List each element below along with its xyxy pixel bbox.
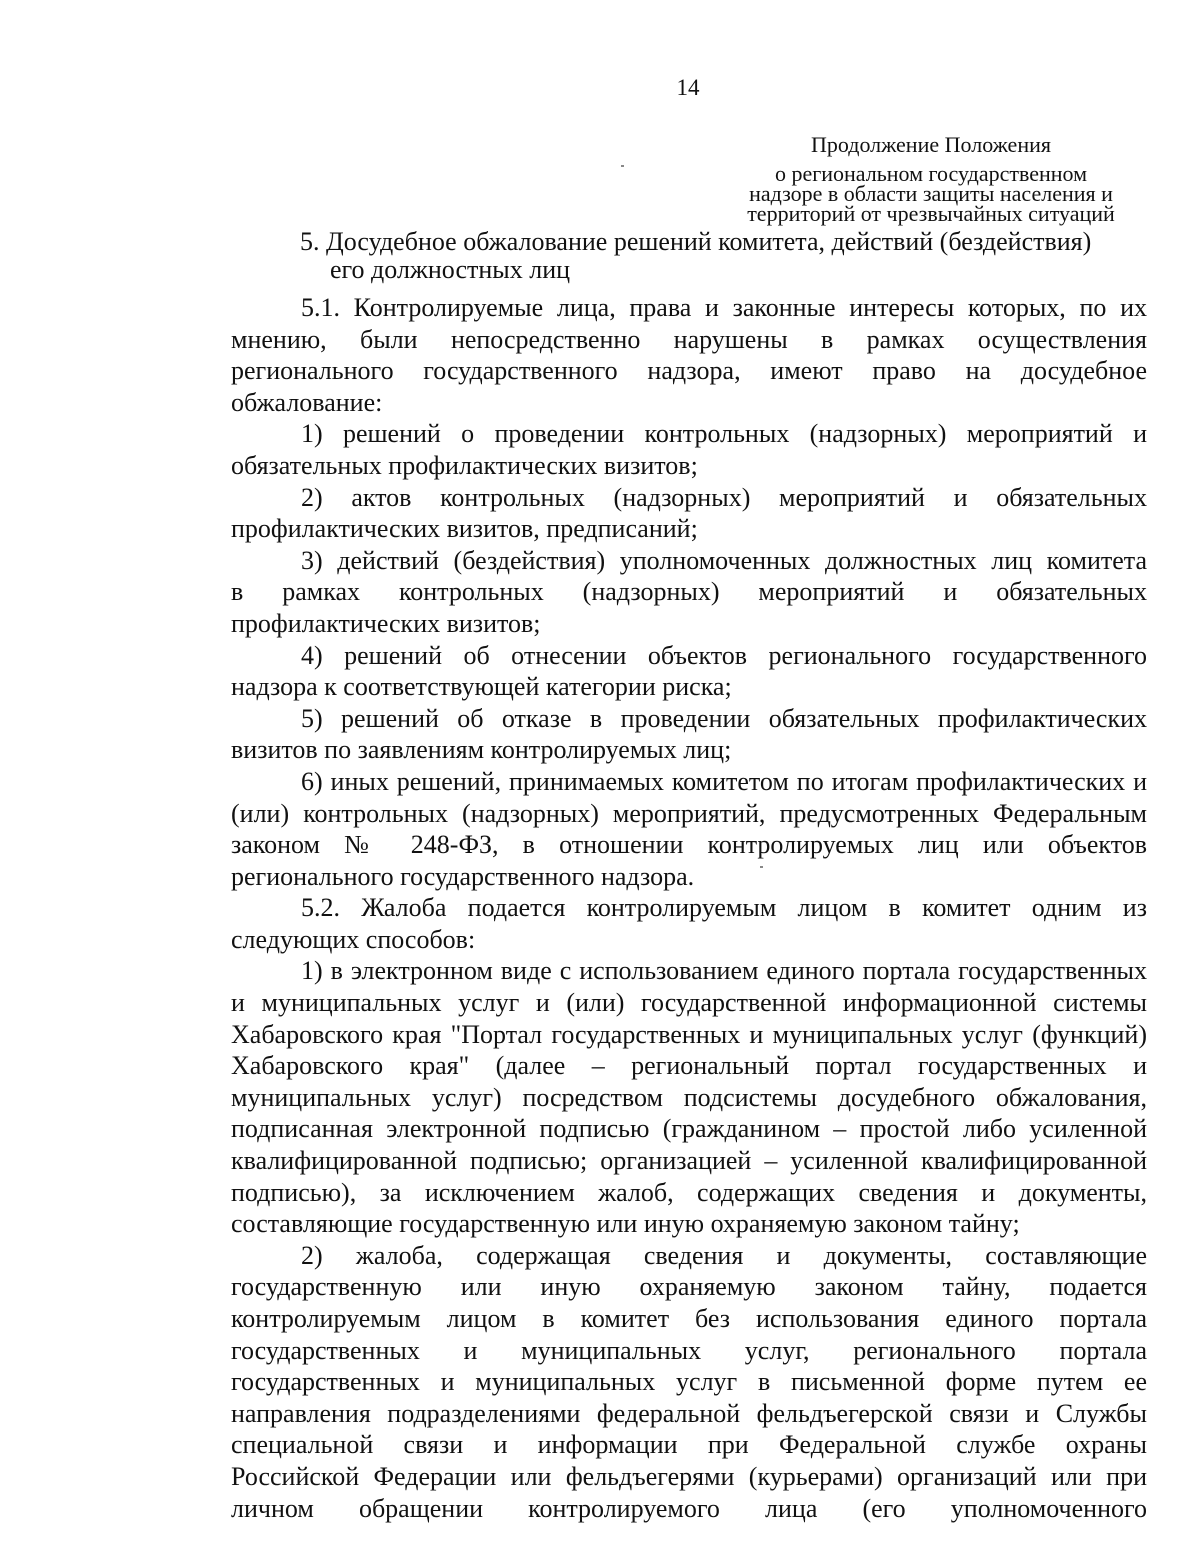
text-line: подписью), за исключением жалоб, содержащих сведения и документы, [231,1177,1147,1207]
scan-speck [621,165,624,167]
paragraph-p5-1-3 [231,545,1147,640]
paragraph-p5-1 [231,292,1147,418]
paragraph-p5-1-6 [231,766,1147,892]
text-line: 3) действий (бездействия) уполномоченных должностных лиц комитета [301,545,1147,575]
paragraph-p5-1-4 [231,640,1147,703]
header-line: территорий от чрезвычайных ситуаций [747,201,1115,226]
text-line: Хабаровского края "Портал государственных и муниципальных услуг (функций) [231,1019,1147,1049]
text-line: специальной связи и информации при Федеральной службе охраны [231,1430,1147,1460]
text-line: подписанная электронной подписью (гражданином – простой либо усиленной [231,1114,1147,1144]
text-line: (или) контрольных (надзорных) мероприятий, предусмотренных Федеральным [231,798,1147,828]
header-line: Продолжение Положения [811,132,1051,157]
section-title-line: его должностных лиц [330,255,571,284]
text-line: 2) актов контрольных (надзорных) мероприятий и обязательных [301,482,1147,512]
header-line: надзоре в области защиты населения и [749,181,1113,206]
text-line: 4) решений об отнесении объектов регионального государственного [301,640,1147,670]
text-line: и муниципальных услуг и (или) государственной информационной системы [231,988,1147,1018]
paragraph-p5-1-1 [231,418,1147,481]
text-line: регионального государственного надзора. [231,861,695,891]
section-title [300,228,1150,284]
text-line: Хабаровского края" (далее – региональный портал государственных и [231,1051,1147,1081]
paragraph-p5-1-2 [231,482,1147,545]
text-line: направления подразделениями федеральной фельдъегерской связи и Службы [231,1398,1147,1428]
text-line: личном обращении контролируемого лица (его уполномоченного [231,1493,1147,1523]
text-line: в рамках контрольных (надзорных) мероприятий и обязательных [231,577,1147,607]
text-line: следующих способов: [231,924,476,954]
text-line: Российской Федерации или фельдъегерями (курьерами) организаций или при [231,1461,1147,1491]
text-line: государственных и муниципальных услуг, регионального портала [231,1335,1147,1365]
header-line: о региональном государственном [774,161,1088,186]
document-header [700,130,1162,224]
text-line: законом № 248-ФЗ, в отношении контролируемых лиц или объектов [231,830,1147,860]
text-line: контролируемым лицом в комитет без использования единого портала [231,1304,1147,1333]
text-line: 2) жалоба, содержащая сведения и документы, составляющие [301,1240,1147,1270]
page-number: 14 [676,75,700,100]
text-line: составляющие государственную или иную охраняемую законом тайну; [231,1209,1020,1239]
text-line: мнению, были непосредственно нарушены в рамках осуществления [231,324,1147,354]
section-title-line: 5. Досудебное обжалование решений комитета, действий (бездействия) [300,227,1092,256]
text-line: государственных и муниципальных услуг в письменной форме путем ее [231,1367,1147,1397]
text-line: визитов по заявлениям контролируемых лиц; [231,735,732,765]
text-line: профилактических визитов, предписаний; [231,514,698,544]
body-text [231,292,1147,1524]
scan-speck [760,866,763,868]
paragraph-p5-1-5 [231,703,1147,766]
text-line: надзора к соответствующей категории риска; [231,672,732,702]
text-line: 5) решений об отказе в проведении обязательных профилактических [301,703,1147,733]
text-line: государственную или иную охраняемую законом тайну, подается [231,1272,1147,1302]
paragraph-p5-2-1 [231,955,1147,1239]
text-line: муниципальных услуг) посредством подсистемы досудебного обжалования, [231,1082,1147,1112]
paragraph-p5-2 [231,892,1147,955]
text-line: обжалование: [231,387,383,417]
text-line: 5.1. Контролируемые лица, права и законные интересы которых, по их [301,293,1147,322]
text-line: регионального государственного надзора, имеют право на досудебное [231,356,1147,386]
text-line: обязательных профилактических визитов; [231,450,698,480]
text-line: 5.2. Жалоба подается контролируемым лицом в комитет одним из [301,893,1147,923]
text-line: 1) в электронном виде с использованием единого портала государственных [301,956,1147,986]
text-line: профилактических визитов; [231,608,541,638]
text-line: 6) иных решений, принимаемых комитетом по итогам профилактических и [301,766,1147,796]
paragraph-p5-2-2 [231,1240,1147,1524]
text-line: квалифицированной подписью; организацией – усиленной квалифицированной [231,1146,1147,1176]
text-line: 1) решений о проведении контрольных (надзорных) мероприятий и [301,419,1147,449]
